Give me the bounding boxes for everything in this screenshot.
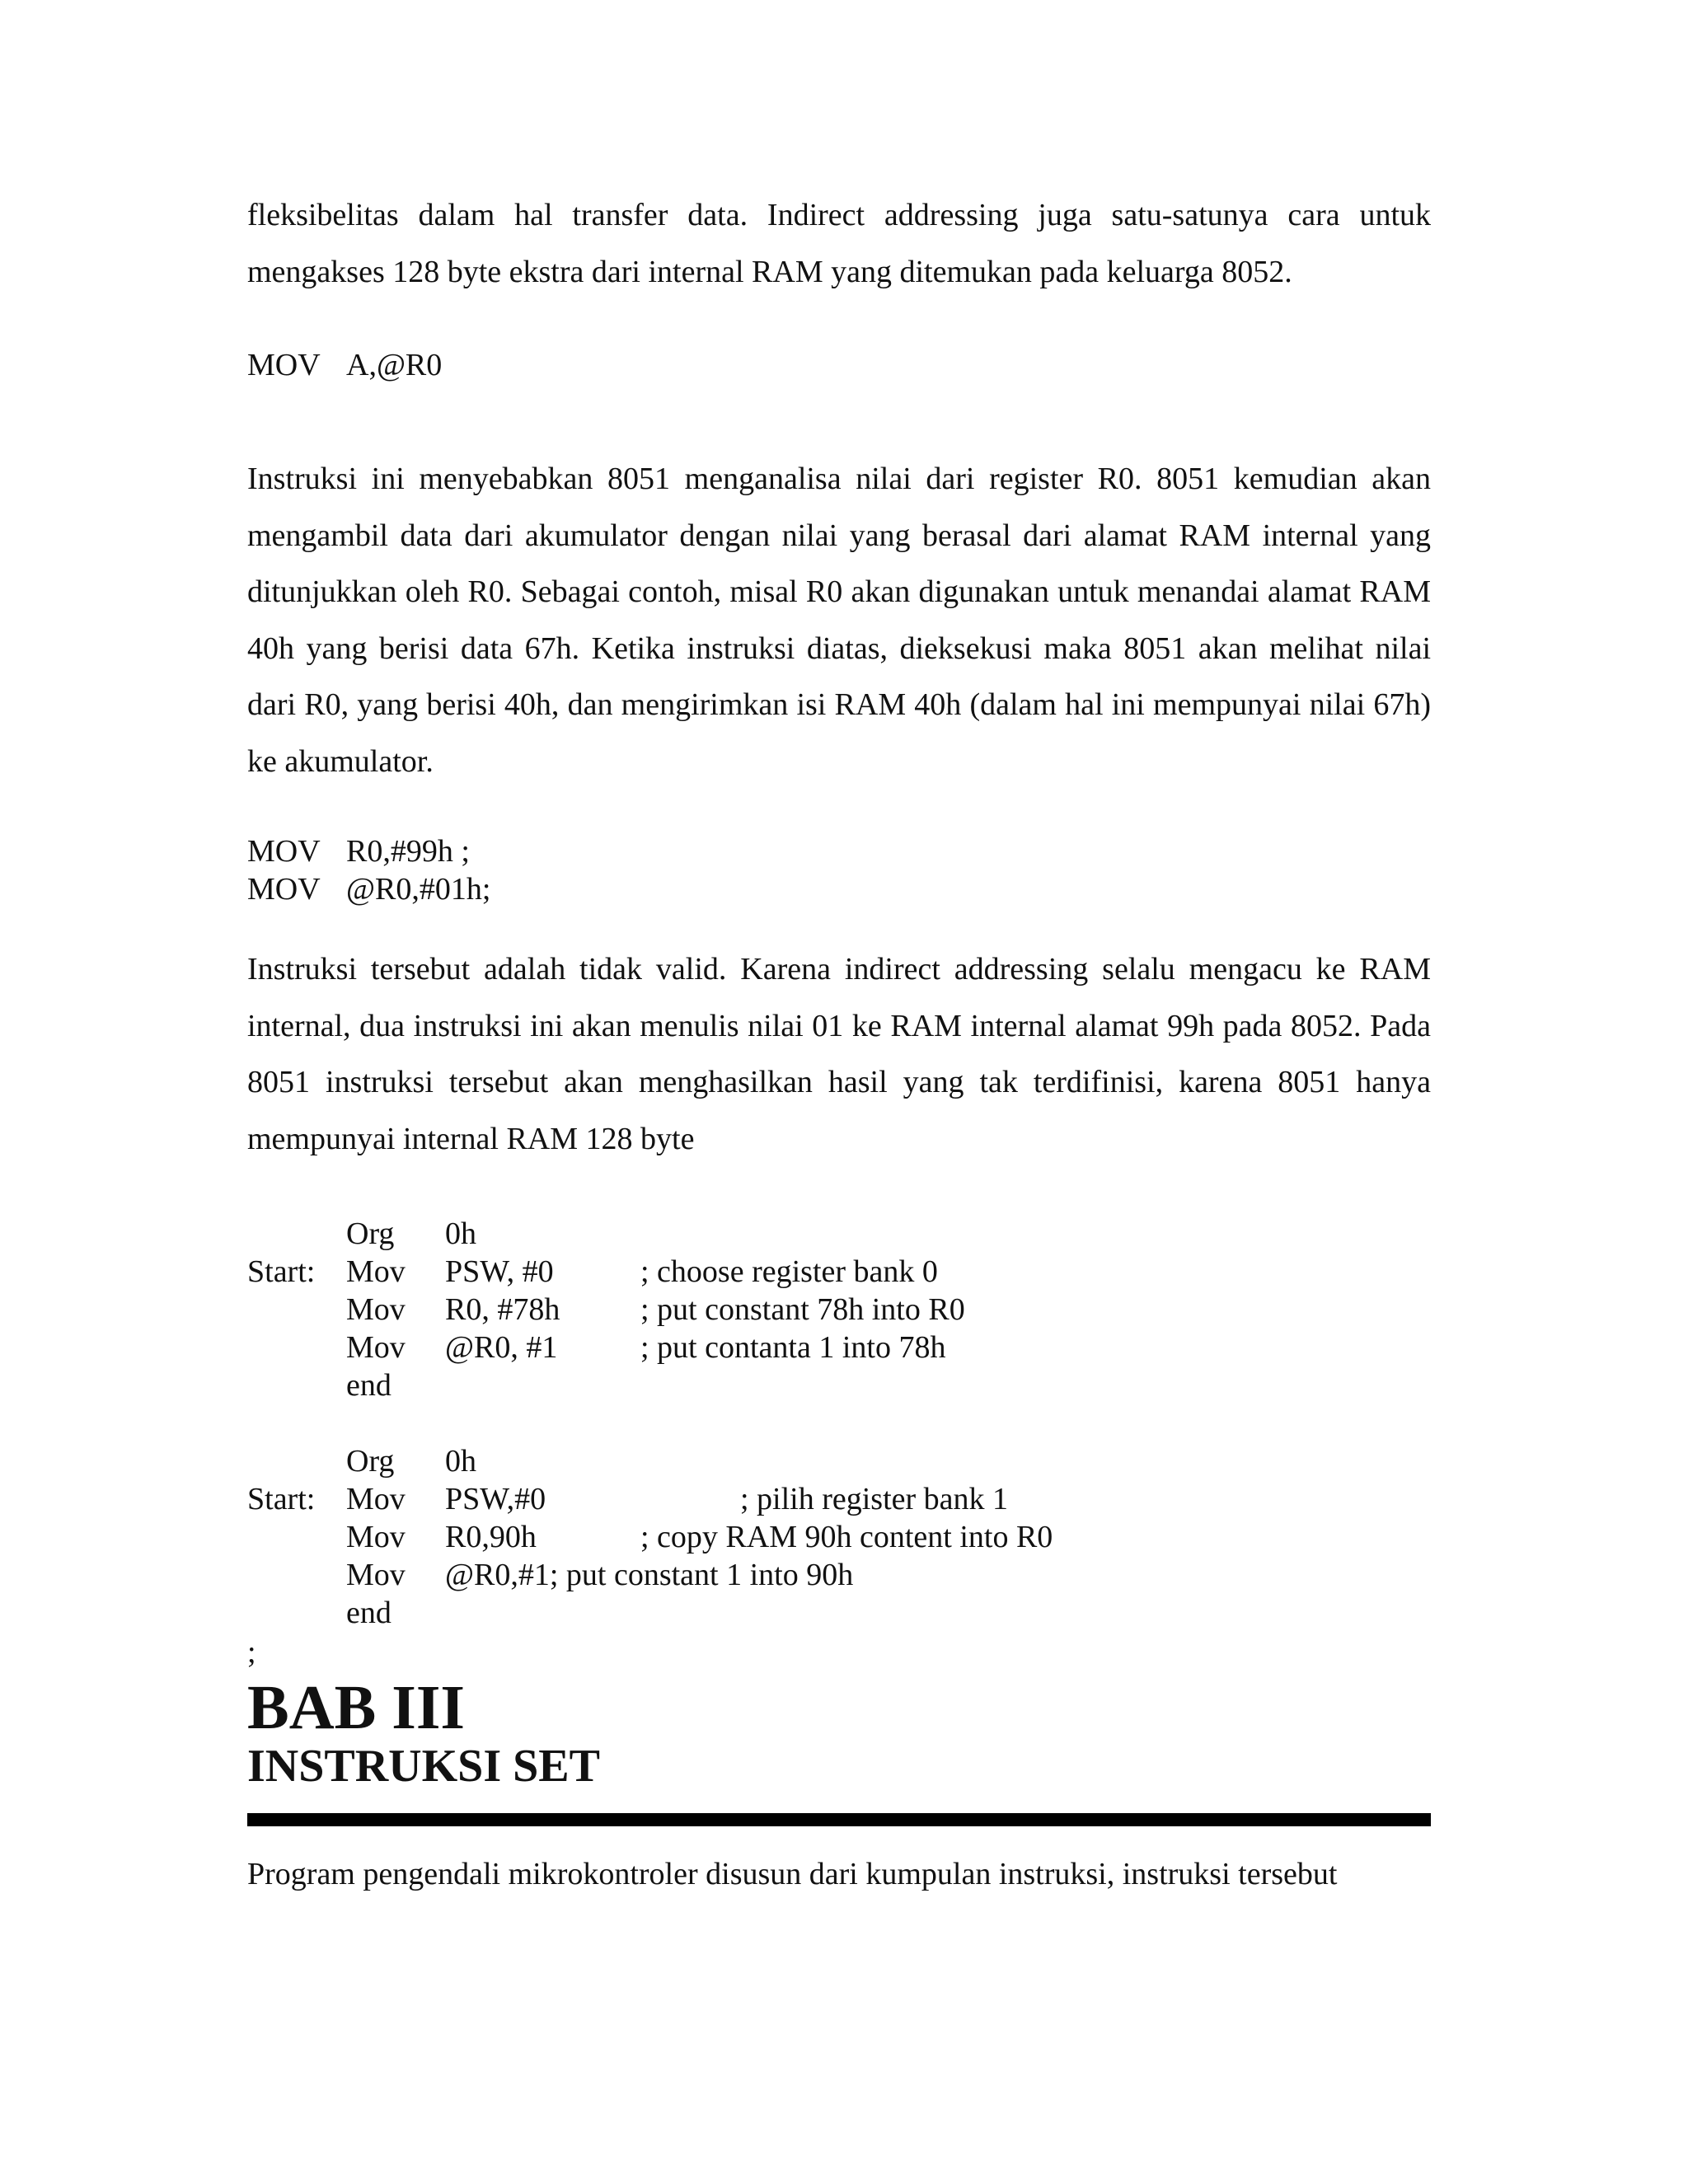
code-opcode: MOV xyxy=(247,348,321,382)
asm1-row xyxy=(247,1329,1319,1366)
chapter-number: BAB III xyxy=(247,1673,465,1742)
paragraph-mov-explanation: Instruksi ini menyebabkan 8051 menganalisa nilai dari register R0. 8051 kemudian akan mengambil data dari akumulator dengan nilai yang berasal dari alamat RAM internal yang ditunjukkan oleh R0. Sebagai contoh, misal R0 akan digunakan untuk menandai alamat RAM 40h yang berisi data 67h. Ketika instruksi diatas, dieksekusi maka 8051 akan melihat nilai dari R0, yang berisi 40h, dan mengirimkan isi RAM 40h (dalam hal ini mempunyai nilai 67h) ke akumulator. xyxy=(247,462,1431,779)
asm-label: Start: xyxy=(247,1482,316,1516)
code-operand: A,@R0 xyxy=(346,348,443,382)
paragraph-program-intro: Program pengendali mikrokontroler disusun dari kumpulan instruksi, instruksi tersebut xyxy=(247,1857,1338,1891)
asm-operand: 0h xyxy=(445,1216,476,1251)
code-mov-a-r0 xyxy=(247,346,442,384)
asm-opcode: Org xyxy=(346,1216,395,1251)
asm-opcode: end xyxy=(346,1596,392,1630)
asm2-row xyxy=(247,1556,1319,1594)
asm-comment: ; pilih register bank 1 xyxy=(740,1482,1009,1516)
stray-semicolon: ; xyxy=(247,1635,256,1670)
code-mov-r0-99h xyxy=(247,832,470,870)
paragraph-indirect-addressing-intro: fleksibelitas dalam hal transfer data. Indirect addressing juga satu-satunya cara untuk mengakses 128 byte ekstra dari internal RAM yang ditemukan pada keluarga 8052. xyxy=(247,198,1431,289)
asm-opcode: end xyxy=(346,1368,392,1403)
asm-opcode: Org xyxy=(346,1444,395,1479)
asm-opcode: Mov xyxy=(346,1520,406,1554)
paragraph-invalid-instruction: Instruksi tersebut adalah tidak valid. Karena indirect addressing selalu mengacu ke RAM internal, dua instruksi ini akan menulis nilai 01 ke RAM internal alamat 99h pada 8052. Pada 8051 instruksi tersebut akan menghasilkan hasil yang tak terdifinisi, karena 8051 hanya mempunyai internal RAM 128 byte xyxy=(247,952,1431,1156)
asm-comment: ; put constant 78h into R0 xyxy=(640,1292,965,1327)
asm-opcode: Mov xyxy=(346,1254,406,1289)
asm-operand: @R0, #1 xyxy=(445,1330,558,1365)
asm-comment: ; put contanta 1 into 78h xyxy=(640,1330,946,1365)
asm-opcode: Mov xyxy=(346,1330,406,1365)
code-operand: @R0,#01h; xyxy=(346,872,491,907)
asm1-row xyxy=(247,1253,1319,1291)
asm2-row xyxy=(247,1594,1319,1632)
asm-label: Start: xyxy=(247,1254,316,1289)
code-operand: R0,#99h ; xyxy=(346,834,470,869)
code-mov-r0-01h xyxy=(247,870,490,908)
asm-operand: @R0,#1; put constant 1 into 90h xyxy=(445,1558,854,1592)
asm-opcode: Mov xyxy=(346,1482,406,1516)
asm-operand: PSW,#0 xyxy=(445,1482,546,1516)
asm2-row xyxy=(247,1518,1319,1556)
asm1-row xyxy=(247,1366,1319,1404)
asm-comment: ; copy RAM 90h content into R0 xyxy=(640,1520,1053,1554)
asm1-row xyxy=(247,1291,1319,1329)
asm2-row xyxy=(247,1480,1319,1518)
asm2-row xyxy=(247,1442,1319,1480)
asm-operand: 0h xyxy=(445,1444,476,1479)
asm-operand: PSW, #0 xyxy=(445,1254,554,1289)
chapter-divider xyxy=(247,1813,1431,1826)
asm-operand: R0,90h xyxy=(445,1520,537,1554)
code-opcode: MOV xyxy=(247,872,321,907)
asm-opcode: Mov xyxy=(346,1292,406,1327)
chapter-title: INSTRUKSI SET xyxy=(247,1741,600,1792)
asm-comment: ; choose register bank 0 xyxy=(640,1254,938,1289)
asm1-row xyxy=(247,1215,1319,1253)
asm-opcode: Mov xyxy=(346,1558,406,1592)
asm-operand: R0, #78h xyxy=(445,1292,560,1327)
code-opcode: MOV xyxy=(247,834,321,869)
